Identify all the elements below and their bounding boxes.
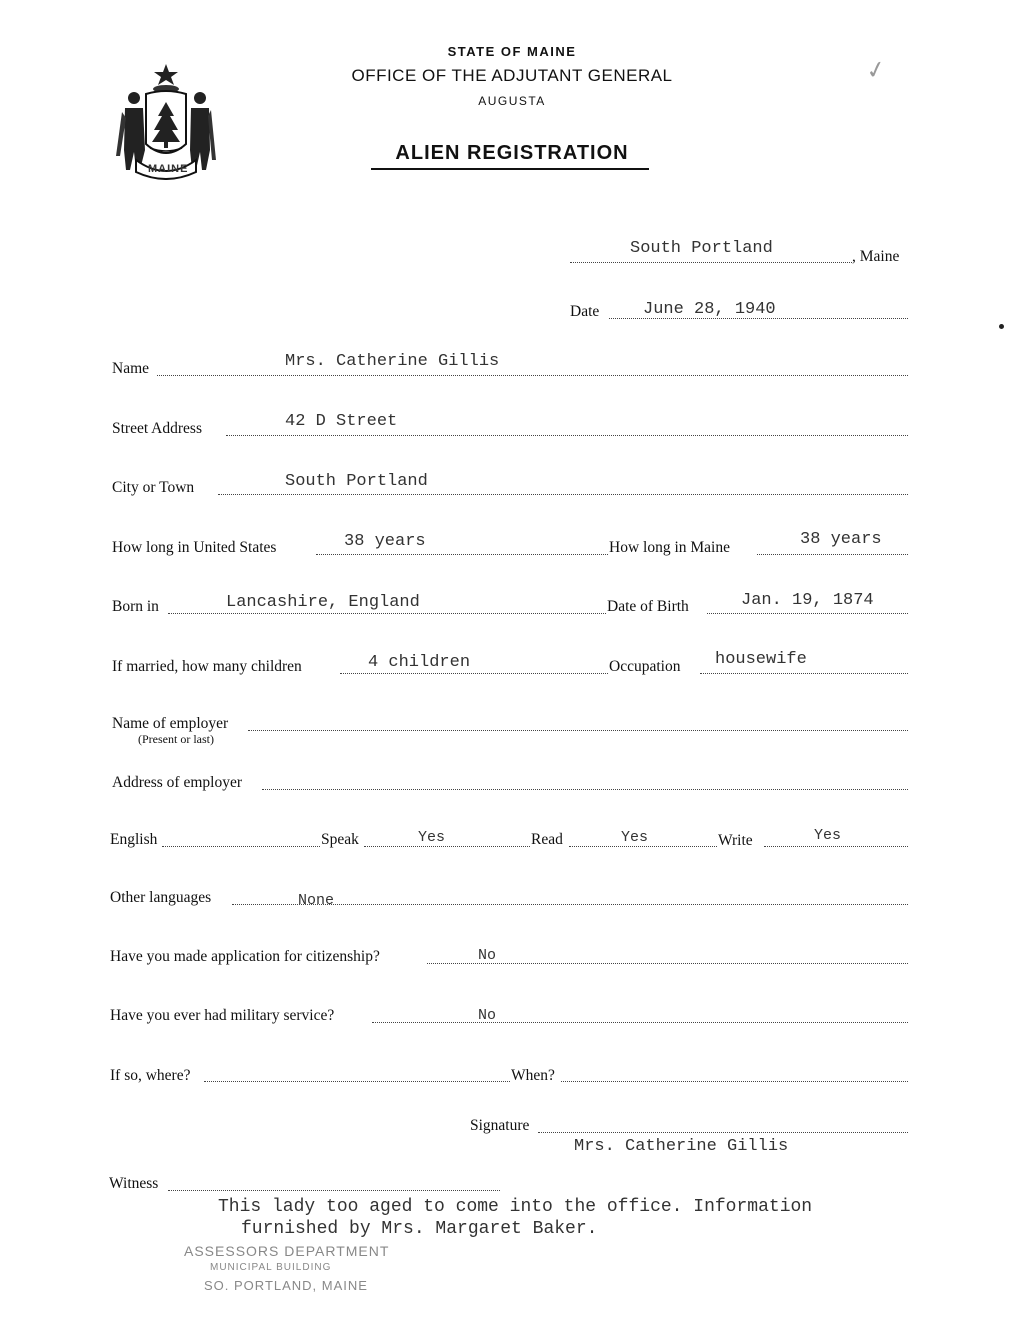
- read-value: Yes: [621, 829, 649, 846]
- header-state: STATE OF MAINE: [447, 44, 577, 59]
- street-label: Street Address: [112, 420, 202, 437]
- write-line: [764, 846, 908, 847]
- when-label: When?: [511, 1067, 555, 1084]
- maine-duration-label: How long in Maine: [609, 539, 730, 556]
- citizenship-value: No: [478, 947, 497, 964]
- occupation-line: [700, 673, 908, 674]
- occupation-label: Occupation: [609, 658, 681, 675]
- read-label: Read: [531, 831, 563, 848]
- seal-banner-text: MAINE: [148, 163, 189, 175]
- children-line: [340, 673, 608, 674]
- stamp-line-2: MUNICIPAL BUILDING: [210, 1262, 332, 1273]
- header-city: AUGUSTA: [478, 94, 546, 108]
- street-line: [226, 435, 908, 436]
- city-line: [218, 494, 908, 495]
- stamp-line-1: ASSESSORS DEPARTMENT: [184, 1243, 390, 1259]
- city-label: City or Town: [112, 479, 195, 496]
- military-label: Have you ever had military service?: [110, 1007, 335, 1024]
- place-suffix: , Maine: [852, 248, 900, 265]
- employer-address-line: [262, 789, 908, 790]
- name-label: Name: [112, 360, 150, 377]
- dob-line: [707, 613, 908, 614]
- speak-line: [364, 846, 530, 847]
- name-line: [157, 375, 908, 376]
- dob-label: Date of Birth: [607, 598, 689, 615]
- other-languages-label: Other languages: [110, 889, 212, 906]
- born-line: [168, 613, 606, 614]
- occupation-value: housewife: [715, 650, 807, 669]
- children-label: If married, how many children: [112, 658, 302, 675]
- military-line: [372, 1022, 908, 1023]
- other-languages-value: None: [298, 892, 335, 909]
- speak-label: Speak: [321, 831, 359, 848]
- street-value: 42 D Street: [285, 412, 398, 431]
- speak-value: Yes: [418, 829, 446, 846]
- note-line-2: furnished by Mrs. Margaret Baker.: [241, 1219, 598, 1239]
- write-label: Write: [718, 832, 753, 849]
- employer-label: Name of employer: [112, 715, 229, 732]
- signature-line: [538, 1132, 908, 1133]
- write-value: Yes: [814, 827, 842, 844]
- us-duration-line: [316, 554, 608, 555]
- when-line: [561, 1081, 908, 1082]
- citizenship-line: [427, 963, 908, 964]
- english-label: English: [110, 831, 158, 848]
- english-line: [162, 846, 320, 847]
- born-label: Born in: [112, 598, 159, 615]
- read-line: [569, 846, 717, 847]
- where-label: If so, where?: [110, 1067, 191, 1084]
- witness-line: [168, 1190, 500, 1191]
- place-line: [570, 262, 852, 263]
- ink-dot: [999, 324, 1004, 329]
- citizenship-label: Have you made application for citizenship?: [110, 948, 380, 965]
- note-line-1: This lady too aged to come into the office. Information: [218, 1197, 813, 1217]
- date-value: June 28, 1940: [643, 300, 776, 319]
- employer-line: [248, 730, 908, 731]
- employer-address-label: Address of employer: [112, 774, 242, 791]
- name-value: Mrs. Catherine Gillis: [285, 352, 500, 371]
- us-duration-label: How long in United States: [112, 539, 277, 556]
- maine-duration-value: 38 years: [800, 530, 882, 549]
- witness-label: Witness: [109, 1175, 159, 1192]
- place-value: South Portland: [630, 239, 773, 258]
- born-value: Lancashire, England: [226, 593, 420, 612]
- dob-value: Jan. 19, 1874: [741, 591, 874, 610]
- military-value: No: [478, 1007, 497, 1024]
- us-duration-value: 38 years: [344, 532, 426, 551]
- employer-sublabel: (Present or last): [138, 732, 214, 746]
- stamp-line-3: SO. PORTLAND, MAINE: [204, 1278, 368, 1293]
- title-underline: [371, 168, 649, 170]
- where-line: [204, 1081, 510, 1082]
- signature-label: Signature: [470, 1117, 530, 1134]
- header-office: OFFICE OF THE ADJUTANT GENERAL: [351, 66, 673, 85]
- page-title: ALIEN REGISTRATION: [395, 142, 629, 164]
- maine-duration-line: [757, 554, 908, 555]
- checkmark-icon: ✓: [863, 54, 889, 86]
- children-value: 4 children: [368, 653, 471, 672]
- city-value: South Portland: [285, 472, 428, 491]
- date-label: Date: [570, 303, 600, 320]
- signature-value: Mrs. Catherine Gillis: [574, 1137, 789, 1156]
